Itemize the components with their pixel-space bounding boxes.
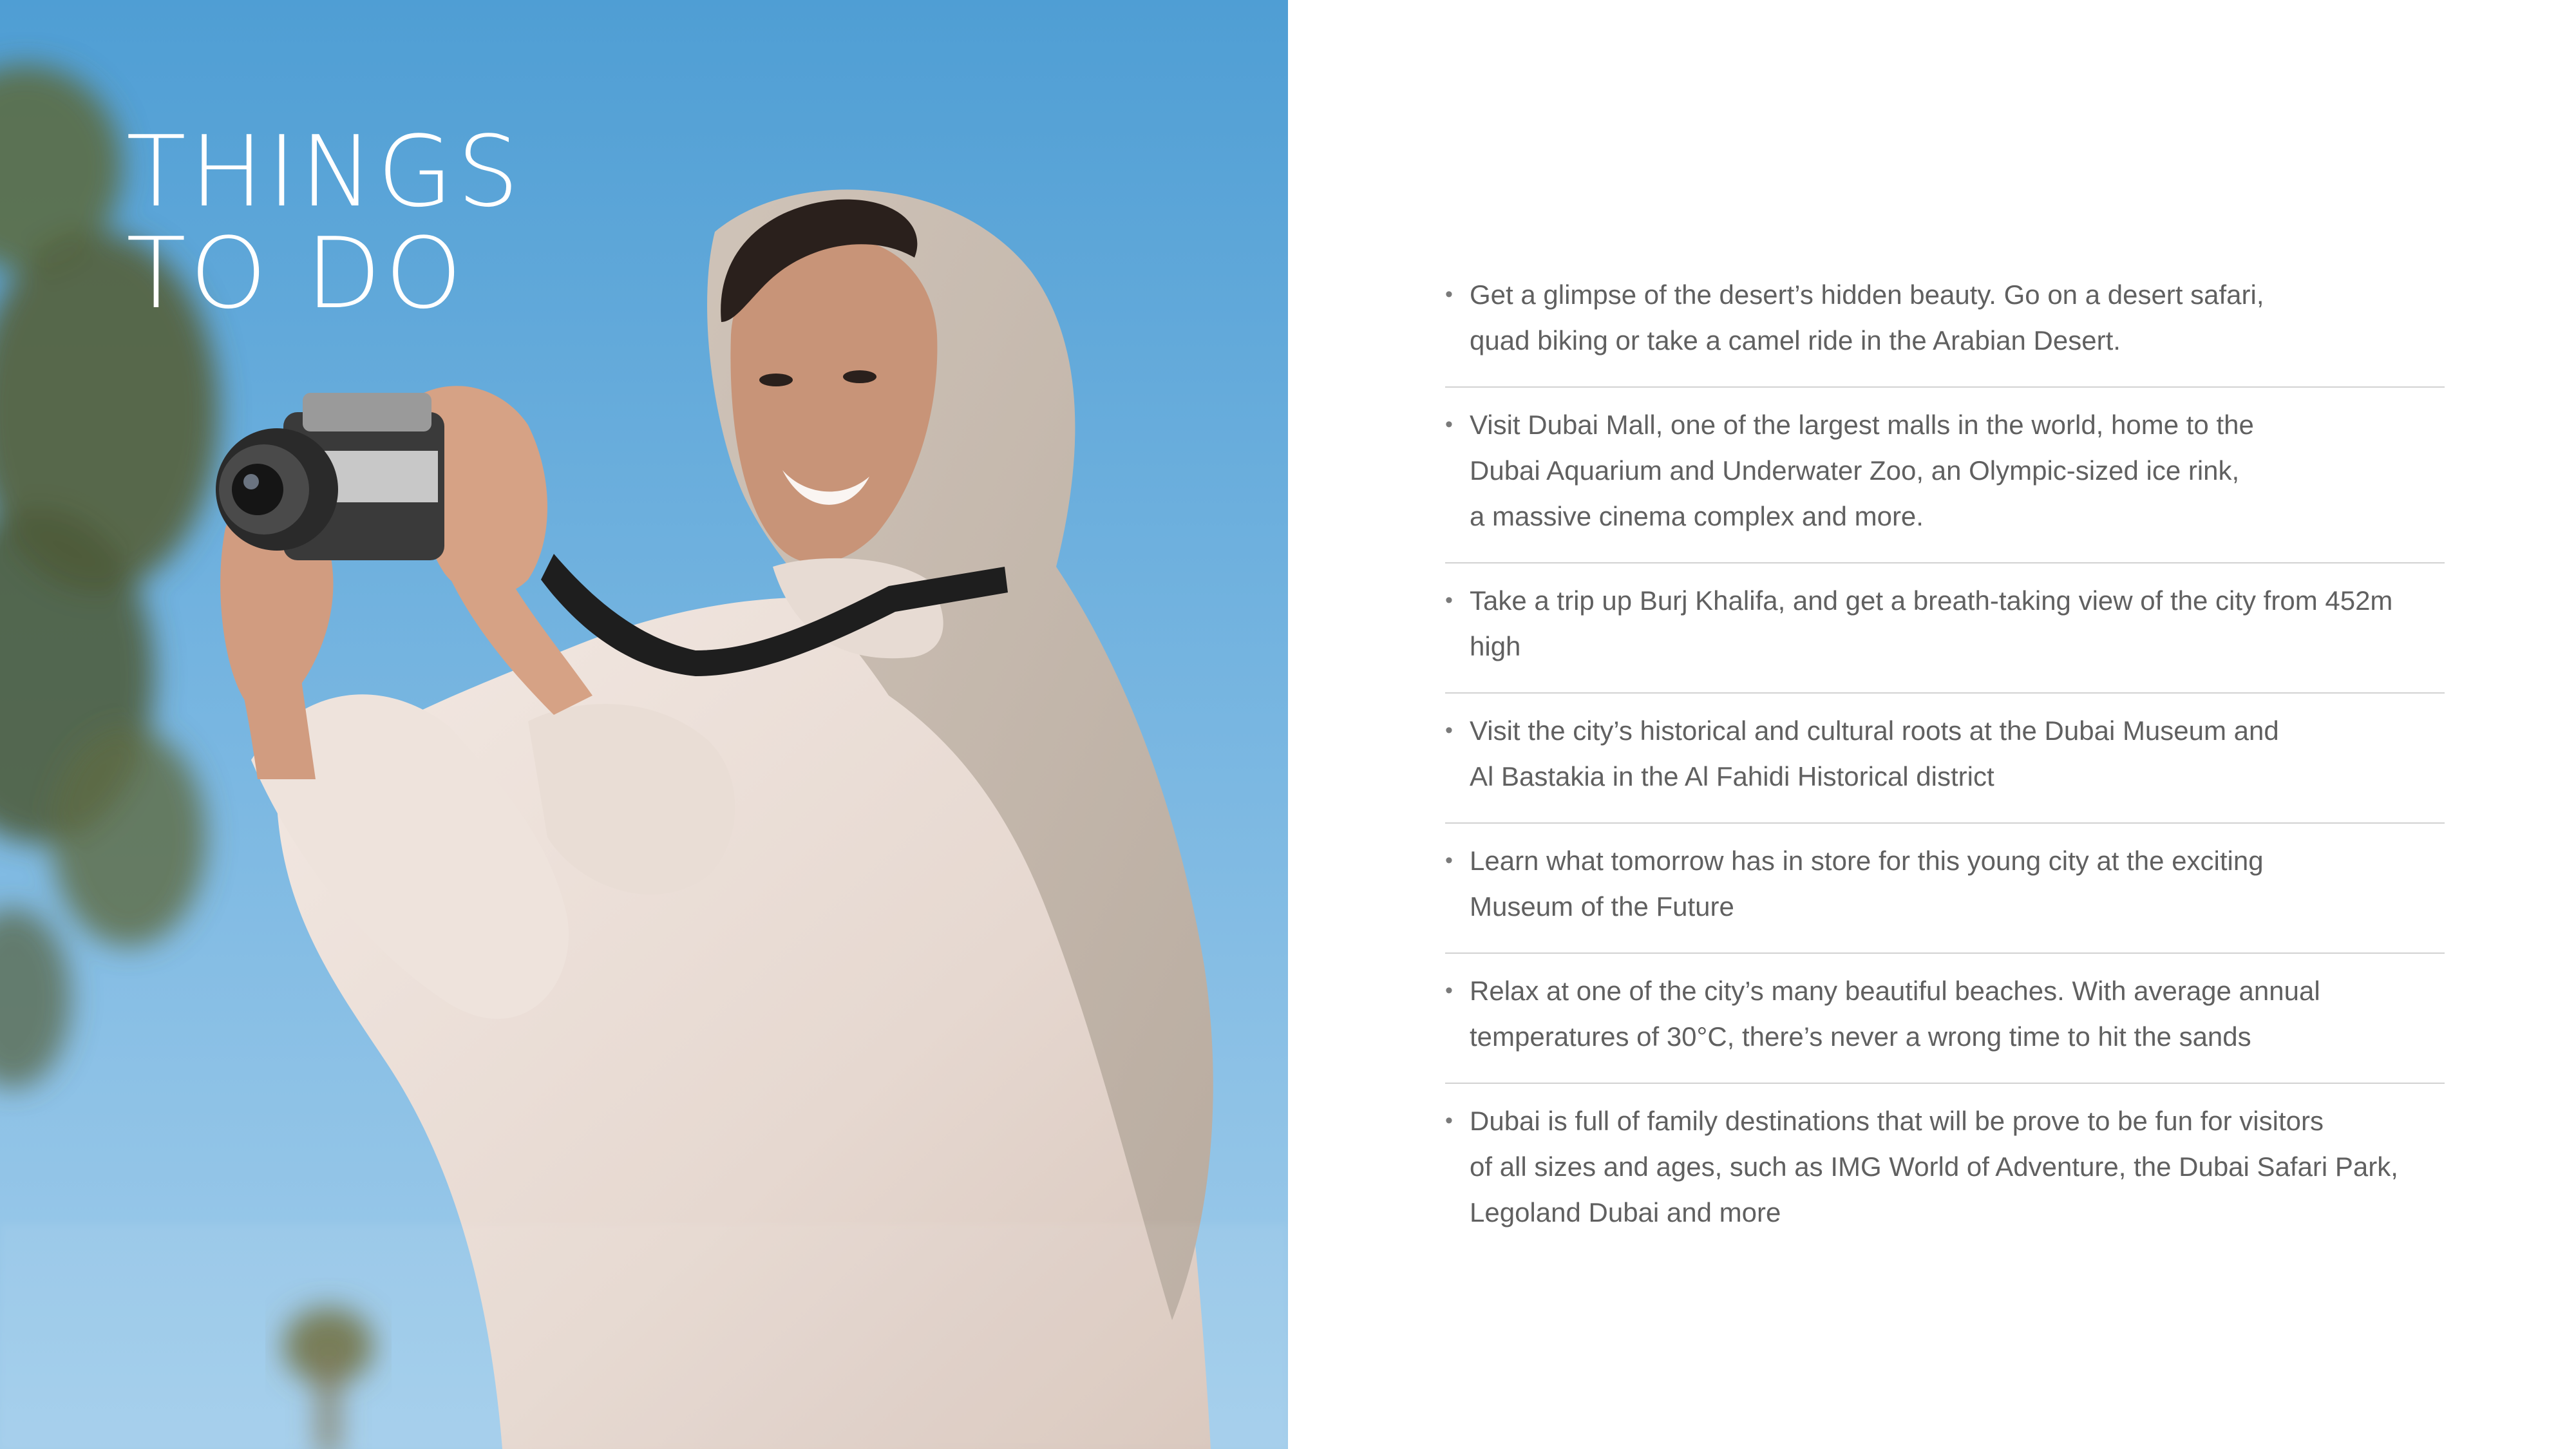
things-to-do-section bbox=[1445, 258, 2445, 1258]
title-line-1: THINGS bbox=[126, 115, 523, 229]
list-item-text: Take a trip up Burj Khalifa, and get a breath-taking view of the city from 452m high bbox=[1470, 585, 2393, 661]
title-line-2: TO DO bbox=[126, 216, 466, 330]
list-item-text: Visit Dubai Mall, one of the largest malls in the world, home to the Dubai Aquarium and Underwater Zoo, an Olympic-sized ice rink, a massive cinema complex and more. bbox=[1470, 410, 2254, 531]
bullet-icon: • bbox=[1445, 1108, 1453, 1133]
list-item bbox=[1445, 1084, 2445, 1258]
list-item-text: Get a glimpse of the desert’s hidden beauty. Go on a desert safari, quad biking or take a camel ride in the Arabian Desert. bbox=[1470, 279, 2264, 355]
list-item bbox=[1445, 954, 2445, 1084]
list-item-text: Visit the city’s historical and cultural roots at the Dubai Museum and Al Bastakia in the Al Fahidi Historical district bbox=[1470, 715, 2279, 791]
bullet-icon: • bbox=[1445, 412, 1453, 437]
bullet-icon: • bbox=[1445, 588, 1453, 612]
list-item bbox=[1445, 258, 2445, 388]
list-item bbox=[1445, 824, 2445, 954]
list-item-text: Learn what tomorrow has in store for this young city at the exciting Museum of the Future bbox=[1470, 846, 2264, 922]
list-item bbox=[1445, 388, 2445, 564]
list-item-text: Relax at one of the city’s many beautiful beaches. With average annual temperatures of 30°C, there’s never a wrong time to hit the sands bbox=[1470, 976, 2320, 1052]
bullet-icon: • bbox=[1445, 718, 1453, 743]
page-title bbox=[126, 115, 523, 330]
list-item bbox=[1445, 694, 2445, 824]
list-item-text: Dubai is full of family destinations that will be prove to be fun for visitors of all sizes and ages, such as IMG World of Adventure, the Dubai Safari Park, Legoland Dubai and more bbox=[1470, 1106, 2398, 1227]
bullet-icon: • bbox=[1445, 282, 1453, 307]
bullet-icon: • bbox=[1445, 848, 1453, 873]
list-item bbox=[1445, 564, 2445, 694]
bullet-icon: • bbox=[1445, 978, 1453, 1003]
things-to-do-list bbox=[1445, 258, 2445, 1258]
